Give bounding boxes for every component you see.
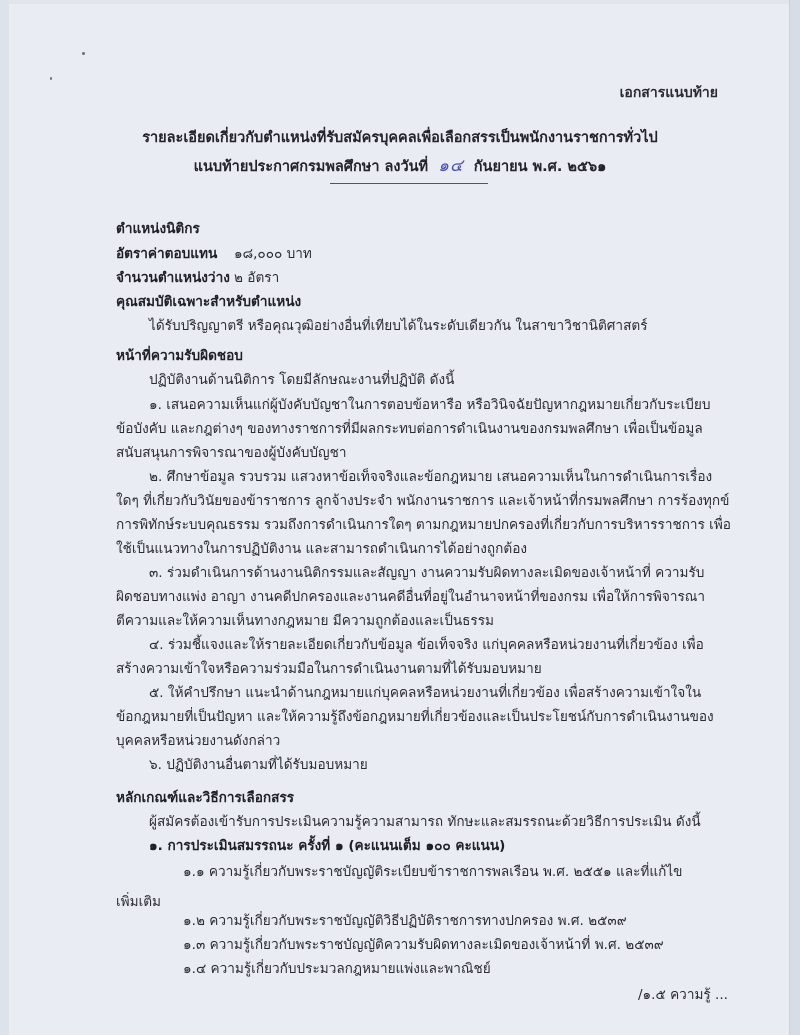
responsibility-line: ๓. ร่วมดำเนินการด้านงานนิติกรรมและสัญญา งานความรับผิดทางละเมิดของเจ้าหน้าที่ ความรับ — [149, 565, 705, 581]
responsibility-line: ผิดชอบทางแพ่ง อาญา งานคดีปกครองและงานคดีอื่นที่อยู่ในอำนาจหน้าที่ของกรม เพื่อให้การพิจารณา — [116, 589, 706, 605]
responsibility-line: สนับสนุนการพิจารณาของผู้บังคับบัญชา — [116, 445, 347, 461]
assessment-item-continued: เพิ่มเติม — [116, 894, 162, 910]
responsibilities-intro: ปฏิบัติงานด้านนิติการ โดยมีลักษณะงานที่ปฏิบัติ ดังนี้ — [149, 372, 455, 388]
responsibility-line: ใช้เป็นแนวทางในการปฏิบัติงาน และสามารถดำเนินการได้อย่างถูกต้อง — [116, 541, 528, 557]
assessment-round1-heading: ๑. การประเมินสมรรถนะ ครั้งที่ ๑ (คะแนนเต็ม ๑๐๐ คะแนน) — [149, 838, 506, 854]
document-subtitle: แนบท้ายประกาศกรมพลศึกษา ลงวันที่ ๑๔ กันยายน พ.ศ. ๒๕๖๑ — [193, 156, 607, 176]
responsibility-line: ข้อบังคับ และกฎต่างๆ ของทางราชการที่มีผลกระทบต่อการดำเนินงานของกรมพลศึกษา เพื่อเป็นข้อมูล — [116, 421, 703, 437]
page-continuation-marker: /๑.๕ ความรู้ ... — [637, 987, 728, 1003]
responsibility-line: ข้อกฎหมายที่เป็นปัญหา และให้ความรู้ถึงข้อกฎหมายที่เกี่ยวข้องและเป็นประโยชน์กับการดำเนินงานของ — [116, 709, 714, 725]
handwritten-date: ๑๔ — [438, 156, 464, 176]
salary-value: ๑๘,๐๐๐ บาท — [234, 246, 312, 262]
assessment-item: ๑.๑ ความรู้เกี่ยวกับพระราชบัญญัติระเบียบข้าราชการพลเรือน พ.ศ. ๒๕๕๑ และที่แก้ไข — [183, 864, 683, 880]
assessment-item: ๑.๔ ความรู้เกี่ยวกับประมวลกฎหมายแพ่งและพาณิชย์ — [183, 961, 491, 977]
document-title: รายละเอียดเกี่ยวกับตำแหน่งที่รับสมัครบุคคลเพื่อเลือกสรรเป็นพนักงานราชการทั่วไป — [142, 130, 658, 146]
responsibilities-heading: หน้าที่ความรับผิดชอบ — [116, 348, 243, 364]
vacancies-value: ๒ อัตรา — [234, 270, 280, 286]
selection-intro: ผู้สมัครต้องเข้ารับการประเมินความรู้ความสามารถ ทักษะและสมรรถนะด้วยวิธีการประเมิน ดังนี้ — [149, 814, 701, 830]
responsibility-line: ๑. เสนอความเห็นแก่ผู้บังคับบัญชาในการตอบข้อหารือ หรือวินิจฉัยปัญหากฎหมายเกี่ยวกับระเบียบ — [149, 397, 711, 413]
responsibility-line: บุคคลหรือหน่วยงานดังกล่าว — [116, 733, 281, 749]
responsibility-line: การพิทักษ์ระบบคุณธรรม รวมถึงการดำเนินการใดๆ ตามกฎหมายปกครองที่เกี่ยวกับการบริหารราชการ เพื่อ — [116, 517, 731, 533]
responsibility-line: ๖. ปฏิบัติงานอื่นตามที่ได้รับมอบหมาย — [149, 757, 368, 773]
qualifications-text: ได้รับปริญญาตรี หรือคุณวุฒิอย่างอื่นที่เทียบได้ในระดับเดียวกัน ในสาขาวิชานิติศาสตร์ — [149, 318, 648, 334]
annex-label: เอกสารแนบท้าย — [619, 85, 718, 101]
assessment-item: ๑.๓ ความรู้เกี่ยวกับพระราชบัญญัติความรับผิดทางละเมิดของเจ้าหน้าที่ พ.ศ. ๒๕๓๙ — [183, 937, 664, 953]
responsibility-line: ใดๆ ที่เกี่ยวกับวินัยของข้าราชการ ลูกจ้างประจำ พนักงานราชการ และเจ้าหน้าที่กรมพลศึกษา การร้องทุกข์ — [116, 493, 730, 509]
responsibility-line: ๔. ร่วมชี้แจงและให้รายละเอียดเกี่ยวกับข้อมูล ข้อเท็จจริง แก่บุคคลหรือหน่วยงานที่เกี่ยวข้อง เพื่อ — [149, 637, 704, 653]
assessment-item: ๑.๒ ความรู้เกี่ยวกับพระราชบัญญัติวิธีปฏิบัติราชการทางปกครอง พ.ศ. ๒๕๓๙ — [183, 913, 627, 929]
salary-row — [116, 244, 312, 264]
position-title: ตำแหน่งนิติกร — [116, 221, 200, 237]
responsibility-line: ๒. ศึกษาข้อมูล รวบรวม แสวงหาข้อเท็จจริงและข้อกฎหมาย เสนอความเห็นในการดำเนินการเรื่อง — [149, 469, 713, 485]
qualifications-heading: คุณสมบัติเฉพาะสำหรับตำแหน่ง — [116, 294, 302, 310]
salary-label: อัตราค่าตอบแทน — [116, 246, 218, 262]
selection-heading: หลักเกณฑ์และวิธีการเลือกสรร — [116, 790, 295, 806]
responsibility-line: สร้างความเข้าใจหรือความร่วมมือในการดำเนินงานตามที่ได้รับมอบหมาย — [116, 661, 542, 677]
vacancies-row — [116, 268, 279, 288]
title-divider — [330, 183, 488, 184]
vacancies-label: จำนวนตำแหน่งว่าง — [116, 270, 230, 286]
responsibility-line: ๕. ให้คำปรึกษา แนะนำด้านกฎหมายแก่บุคคลหรือหน่วยงานที่เกี่ยวข้อง เพื่อสร้างความเข้าใจใน — [149, 685, 702, 701]
responsibility-line: ตีความและให้ความเห็นทางกฎหมาย มีความถูกต้องและเป็นธรรม — [116, 613, 494, 629]
